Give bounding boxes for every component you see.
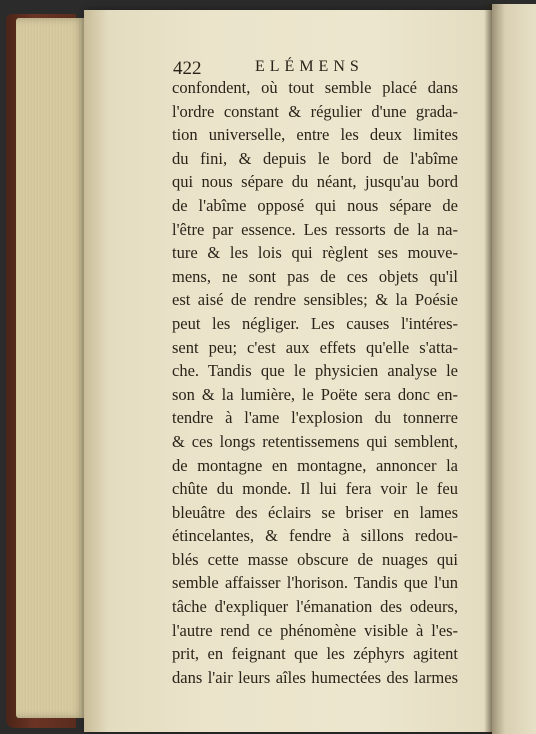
text-line: tendre à l'ame l'explosion du tonnerre (172, 408, 458, 428)
text-line: bleuâtre des éclairs se briser en lames (172, 502, 458, 522)
text-line: blés cette masse obscure de nuages qui (172, 549, 458, 569)
text-line: son & la lumière, le Poëte sera donc en- (172, 384, 458, 404)
text-line: che. Tandis que le physicien analyse le (172, 361, 458, 381)
text-line: tion universelle, entre les deux limites (172, 125, 458, 145)
text-line: dans l'air leurs aîles humectées des larmes (172, 667, 458, 687)
text-line: sent peu; c'est aux effets qu'elle s'atta- (172, 337, 458, 357)
text-line: & ces longs retentissemens qui semblent, (172, 431, 458, 451)
text-line: tâche d'expliquer l'émanation des odeurs, (172, 597, 458, 617)
text-line: confondent, où tout semble placé dans (172, 78, 458, 97)
page-number: 422 (173, 58, 202, 79)
text-line: mens, ne sont pas de ces objets qu'il (172, 266, 458, 286)
text-line: chûte du monde. Il lui fera voir le feu (172, 479, 458, 499)
body-text (172, 76, 458, 689)
text-line: est aisé de rendre sensibles; & la Poésie (172, 290, 458, 310)
text-line: ture & les lois qui règlent ses mouve- (172, 243, 458, 263)
text-line: prit, en feignant que les zéphyrs agitent (172, 644, 458, 664)
page-edges (16, 18, 86, 718)
text-line: l'ordre constant & régulier d'une grada- (172, 101, 458, 121)
text-line: qui nous sépare du néant, jusqu'au bord (172, 172, 458, 192)
running-head: ELÉMENS (255, 58, 364, 75)
text-line: de montagne en montagne, annoncer la (172, 455, 458, 475)
text-line: de l'abîme opposé qui nous sépare de (172, 195, 458, 215)
text-line: étincelantes, & fendre à sillons redou- (172, 526, 458, 546)
facing-page-edge (492, 4, 536, 734)
text-line: peut les négliger. Les causes l'intéres- (172, 313, 458, 333)
text-line: l'être par essence. Les ressorts de la na- (172, 219, 458, 239)
text-line: du fini, & depuis le bord de l'abîme (172, 148, 458, 168)
text-line: semble affaisser l'horison. Tandis que l'un (172, 573, 458, 593)
text-line: l'autre rend ce phénomène visible à l'es- (172, 620, 458, 640)
